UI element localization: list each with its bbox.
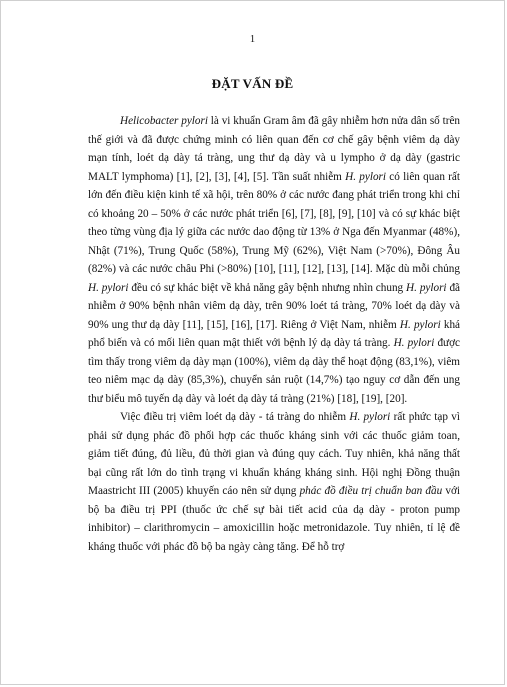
document-body bbox=[88, 112, 460, 556]
text-run: được tìm thấy trong viêm dạ dày mạn (100%), viêm dạ dày thể hoạt động (83,1%), viêm teo niêm mạc dạ dày (85,3%), chuyển sản ruột (14,7%) tạo nguy cơ dẫn đến ung thư biểu mô tuyến dạ dày và loét dạ dày tá tràng (21%) [18], [19], [20]. bbox=[88, 337, 461, 405]
text-run-italic: H. pylori bbox=[406, 281, 447, 294]
text-run-italic: H. pylori bbox=[88, 281, 129, 294]
text-run-italic: H. pylori bbox=[345, 170, 387, 183]
text-run: đã nhiễm ở 90% bệnh nhân viêm dạ dày, trên 90% loét tá tràng, 70% loét dạ dày và 90% ung thư dạ dày [11], [15], [16], [17]. Riêng ở Việt Nam, nhiễm bbox=[88, 281, 460, 331]
text-run: đều có sự khác biệt về khả năng gây bệnh nhưng nhìn chung bbox=[128, 281, 407, 294]
text-run: có liên quan rất lớn đến điều kiện kinh tế xã hội, trên 80% ở các nước đang phát triển trong khi chỉ có khoảng 20 – 50% ở các nước phát triển [6], [7], [8], [9], [10] và có sự khác biệt theo từng vùng địa lý giữa các nước dao động từ 13% ở Nga đến Myanmar (48%), Nhật (71%), Trung Quốc (58%), Trung Mỹ (62%), Việt Nam (>70%), Đông Âu (82%) và các nước châu Phi (>80%) [10], [11], [12], [13], [14]. Mặc dù mỗi chủng bbox=[88, 170, 460, 275]
text-run: Việc điều trị viêm loét dạ dày - tá tràng do nhiễm bbox=[120, 411, 350, 423]
text-run: khá phổ biến và có mối liên quan mật thiết với bệnh lý dạ dày tá tràng. bbox=[88, 318, 461, 349]
text-run-italic: H. pylori bbox=[349, 411, 391, 423]
paragraph bbox=[88, 408, 460, 556]
text-run: là vi khuẩn Gram âm đã gây nhiễm hơn nửa dân số trên thế giới và đã được chứng minh có liên quan đến cơ chế gây bệnh viêm dạ dày mạn tính, loét dạ dày tá tràng, ung thư dạ dày và u lympho ở dạ dày (gastric MALT lymphoma) [1], [2], [3], [4], [5]. Tần suất nhiễm bbox=[88, 115, 461, 183]
text-run: với bộ ba điều trị PPI (thuốc ức chế sự bài tiết acid của dạ dày - proton pump inhibitor) – clarithromycin – amoxicillin hoặc metronidazole. Tuy nhiên, tỉ lệ đề kháng thuốc với phác đồ bộ ba ngày càng tăng. Để hỗ trợ bbox=[88, 485, 461, 553]
text-run: rất phức tạp vì phải sử dụng phác đồ phối hợp các thuốc kháng sinh với các thuốc giảm toan, giảm tiết đúng, đủ liều, đủ thời gian và đúng quy cách. Tuy nhiên, khả năng thất bại cũng rất lớn do tình trạng vi khuẩn kháng kháng sinh. Hội nghị Đồng thuận Maastricht III (2005) khuyến cáo nên sử dụng bbox=[88, 411, 460, 497]
page-title: ĐẶT VẤN ĐỀ bbox=[211, 76, 294, 91]
text-run-italic: H. pylori bbox=[393, 337, 435, 349]
text-run-italic: phác đồ điều trị chuẩn ban đầu bbox=[299, 485, 443, 497]
paragraph bbox=[88, 112, 460, 408]
text-run-italic: Helicobacter pylori bbox=[120, 115, 208, 127]
text-run-italic: H. pylori bbox=[399, 318, 441, 331]
page-number: 1 bbox=[249, 34, 256, 45]
